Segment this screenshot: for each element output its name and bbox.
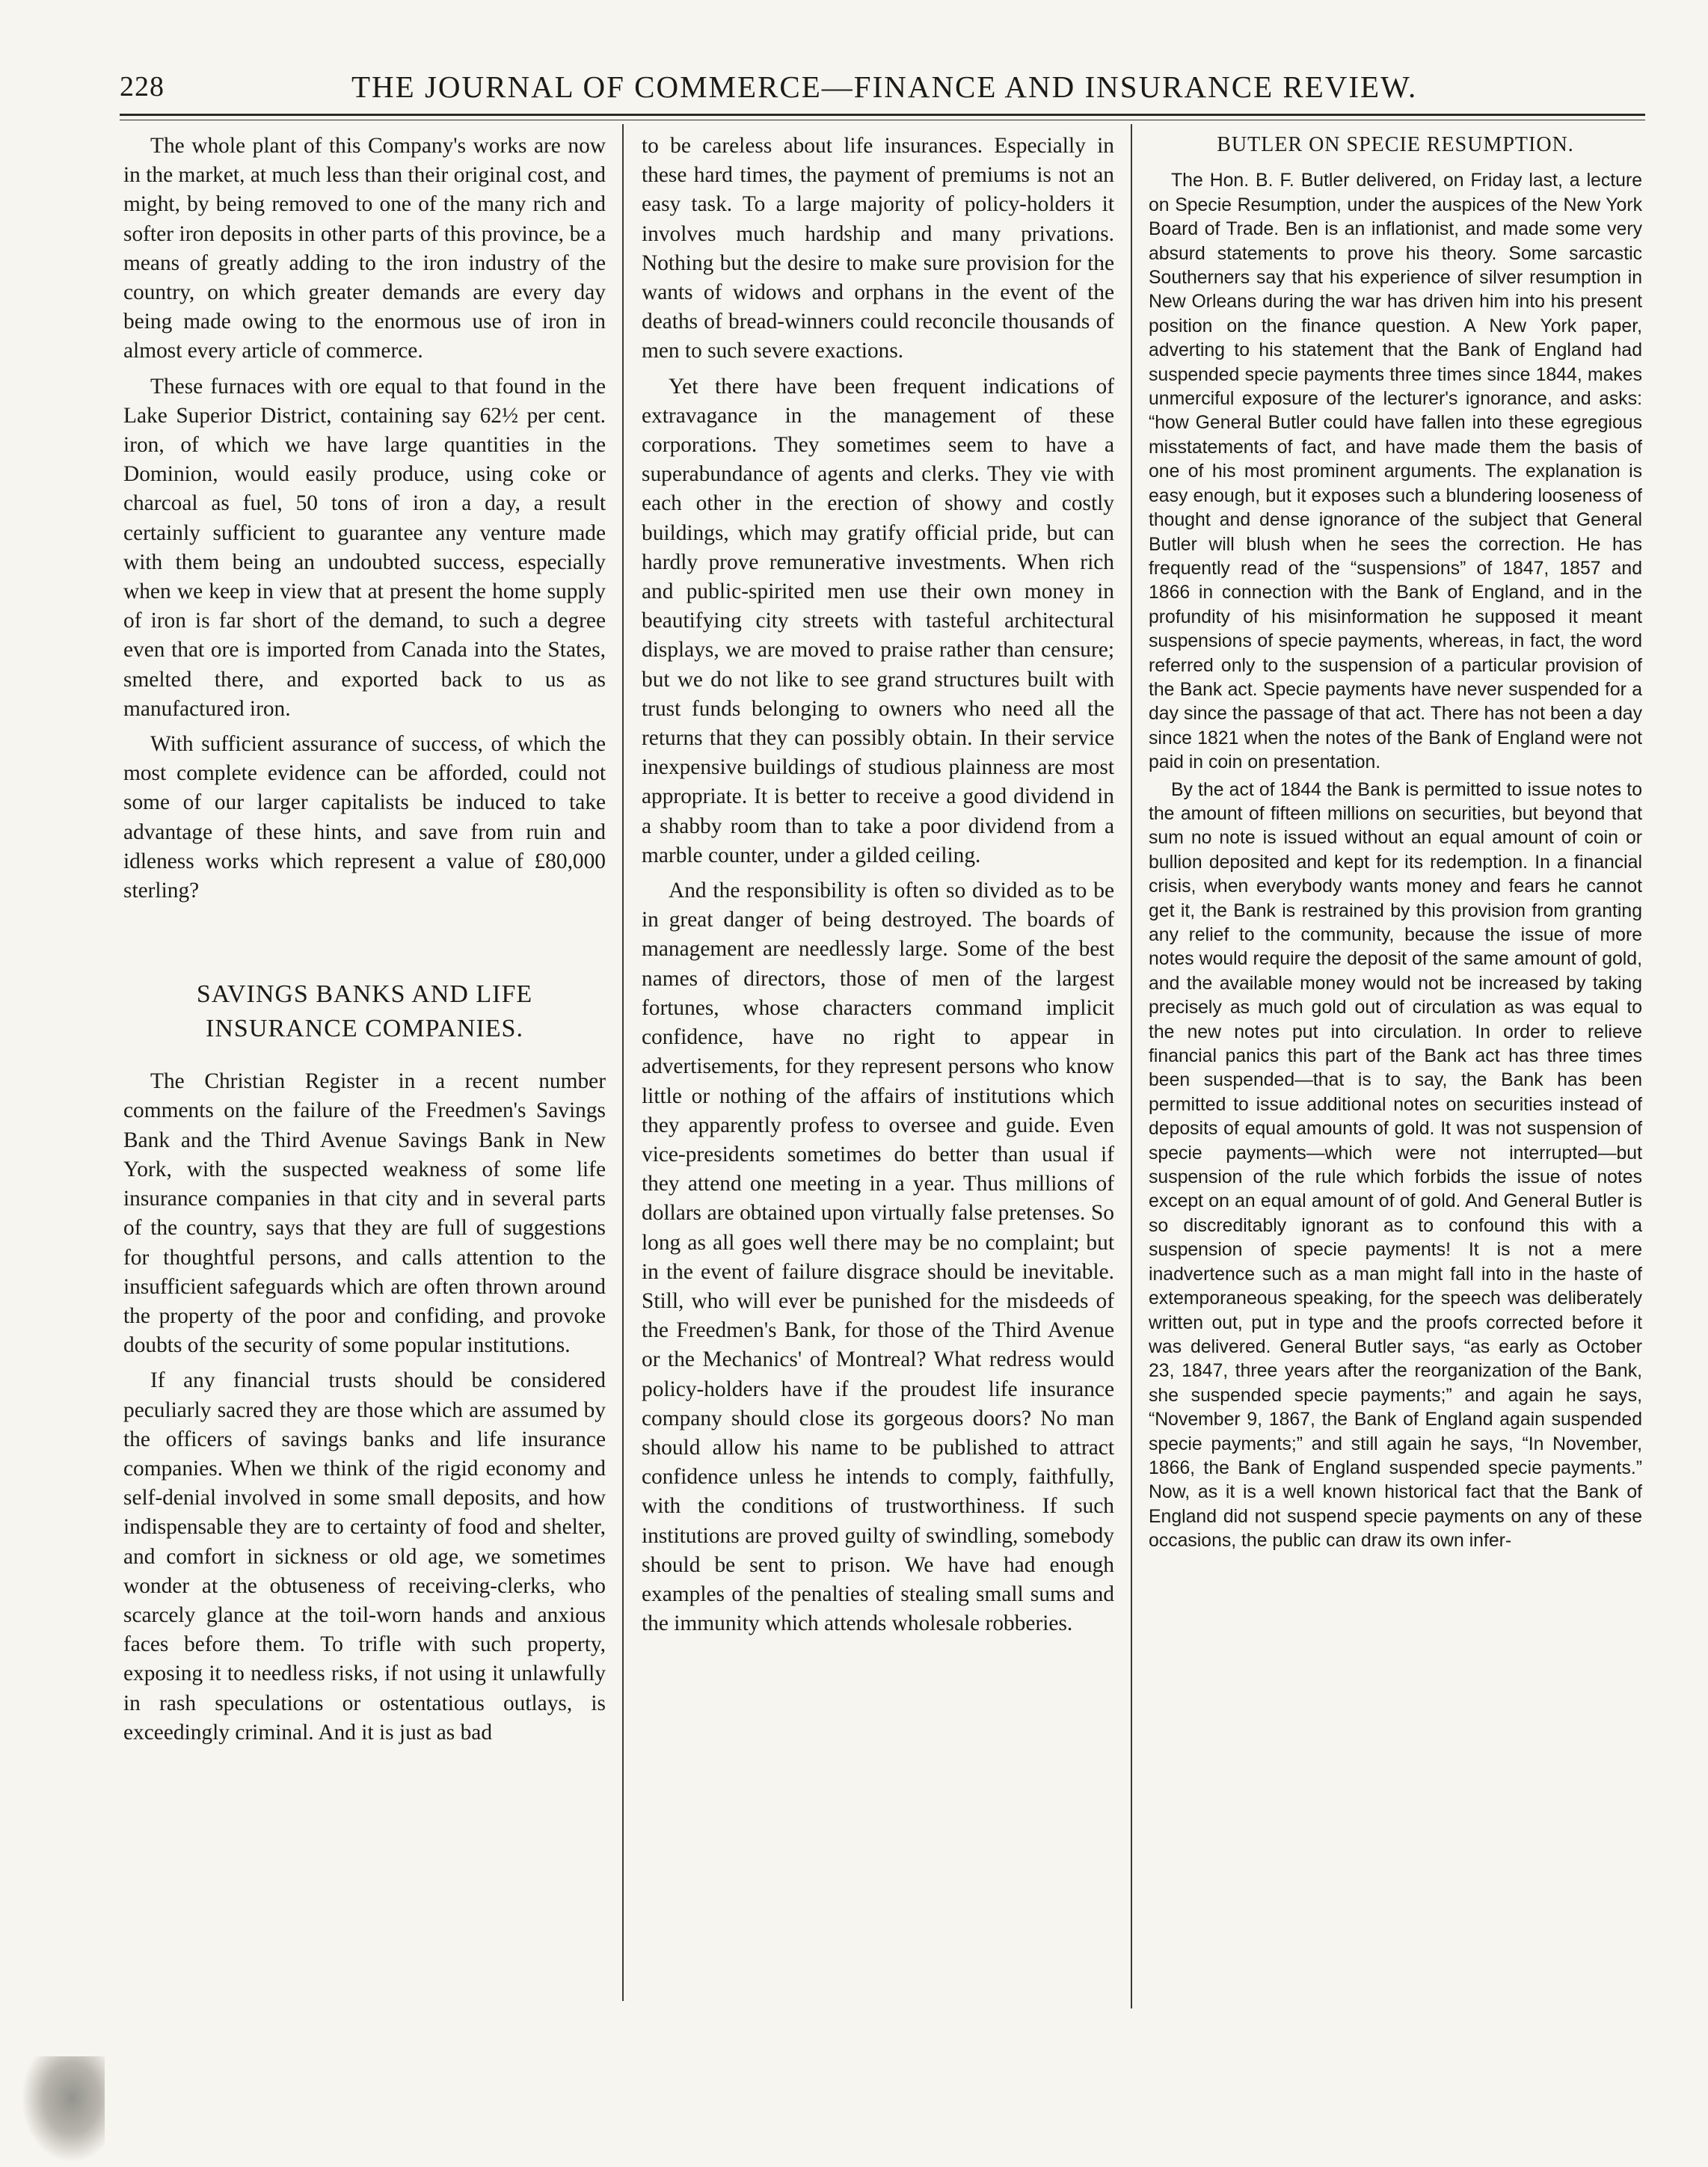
paragraph: Yet there have been frequent indications of extravagance in the management of these corporations. They sometimes seem to have a superabundance of agents and clerks. They vie with each other in the erection of showy and costly buildings, which may gratify official pride, but can hardly prove remunerative investments. When rich and public-spirited men use their own money in beautifying city streets with tasteful architectural displays, we are moved to praise rather than censure; but we do not like to see grand structures built with trust funds belonging to owners who need all the returns that they can possibly obtain. In their service inexpensive buildings of studious plainness are most appropriate. It is better to receive a good dividend in a shabby room than to take a poor dividend from a marble counter, under a gilded ceiling. bbox=[642, 374, 1114, 867]
header-rule bbox=[120, 114, 1645, 116]
paragraph: These furnaces with ore equal to that found in the Lake Superior District, containing say 62½ per cent. iron, of which we have large quantities in the Dominion, would easily produce, using coke or charcoal as fuel, 50 tons of iron a day, a result certainly sufficient to guarantee any venture made with them being an undoubted success, especially when we keep in view that at present the home supply of iron is far short of the demand, to such a degree even that ore is imported from Canada into the States, smelted there, and exported back to us as manufactured iron. bbox=[123, 374, 606, 721]
column-rule-left bbox=[622, 124, 624, 2001]
paragraph: The Hon. B. F. Butler delivered, on Friday last, a lecture on Specie Resumption, under the auspices of the New York Board of Trade. Ben is an inflationist, and made some very absurd statements to prove his theory. Some sarcastic Southerners say that his experience of silver resumption in New Orleans during the war has driven him into his present position on the finance question. A New York paper, adverting to his statement that the Bank of England had suspended specie payments three times since 1844, makes unmerciful exposure of the lecturer's ignorance, and asks: “how General Butler could have fallen into these egregious misstatements of fact, and have made them the basis of one of his most prominent arguments. The explanation is easy enough, but it exposes such a blundering looseness of thought and dense ignorance of the subject that General Butler will blush when he sees the correction. He has frequently read of the “suspensions” of 1847, 1857 and 1866 in connection with the Bank of England, and in the profundity of his misinformation he supposed it meant suspensions of specie payments, whereas, in fact, the word referred only to the suspension of a particular provision of the Bank act. Specie payments have never suspended for a day since the passage of that act. There has not been a day since 1821 when the notes of the Bank of England were not paid in coin on presentation. bbox=[1149, 170, 1642, 773]
paragraph: The Christian Register in a recent number comments on the failure of the Freedmen's Savings Bank and the Third Avenue Savings Bank in New York, with the suspected weakness of some life insurance companies in that city and in several parts of the country, says that they are full of suggestions for thoughtful persons, and calls attention to the insufficient safeguards which are often thrown around the property of the poor and confiding, and provoke doubts of the security of some popular institutions. bbox=[123, 1069, 606, 1358]
page-number: 228 bbox=[120, 71, 165, 102]
page-header bbox=[120, 64, 1645, 109]
paragraph: With sufficient assurance of success, of which the most complete evidence can be afforded, could not some of our larger capitalists be induced to take advantage of these hints, and save from ruin and idleness works which represent a value of £80,000 sterling? bbox=[123, 732, 606, 903]
paragraph: And the responsibility is often so divided as to be in great danger of being destroyed. The boards of management are needlessly large. Some of the best names of directors, those of men of the largest fortunes, whose characters command implicit confidence, have no right to appear in advertisements, for they represent persons who know little or nothing of the affairs of institutions which they apparently profess to oversee and guide. Even vice-presidents sometimes do better than usual if they attend one meeting in a year. Thus millions of dollars are obtained upon virtually false pretenses. So long as all goes well there may be no complaint; but in the event of failure disgrace should be inevitable. Still, who will ever be punished for the misdeeds of the Freedmen's Bank, for those of the Third Avenue or the Mechanics' of Montreal? What redress would policy-holders have if the proudest life insurance company should close its gorgeous doors? No man should allow his name to be published to attract confidence unless he intends to comply, faithfully, with the conditions of trustworthiness. If such institutions are proved guilty of swindling, somebody should be sent to prison. We have had enough examples of the penalties of stealing small sums and the immunity which attends wholesale robberies. bbox=[642, 879, 1114, 1636]
paragraph: If any financial trusts should be considered peculiarly sacred they are those which are assumed by the officers of savings banks and life insurance companies. When we think of the rigid economy and self-denial involved in some small deposits, and how indispensable they are to certainty of food and shelter, and comfort in sickness or old age, we sometimes wonder at the obtuseness of receiving-clerks, who scarcely glance at the toil-worn hands and anxious faces before them. To trifle with such property, exposing it to needless risks, if not using it unlawfully in rash speculations or ostentatious outlays, is exceedingly criminal. And it is just as bad bbox=[123, 1368, 606, 1745]
column-right bbox=[1149, 132, 1642, 2001]
section-heading-butler: BUTLER ON SPECIE RESUMPTION. bbox=[1217, 133, 1574, 156]
column-rule-right bbox=[1131, 124, 1132, 2008]
page-stain bbox=[22, 2056, 105, 2161]
paragraph: to be careless about life insurances. Especially in these hard times, the payment of premiums is not an easy task. To a large majority of policy-holders it involves much hardship and many privations. Nothing but the desire to make sure provision for the wants of widows and orphans in the event of the deaths of bread-winners could reconcile thousands of men to such severe exactions. bbox=[642, 134, 1114, 363]
paragraph: The whole plant of this Company's works are now in the market, at much less than their original cost, and might, by being removed to one of the many rich and softer iron deposits in other parts of this province, be a means of greatly adding to the iron industry of the country, on which greater demands are every day being made owing to the enormous use of iron in almost every article of commerce. bbox=[123, 134, 606, 363]
column-middle bbox=[642, 132, 1114, 2001]
running-title: THE JOURNAL OF COMMERCE—FINANCE AND INSURANCE REVIEW. bbox=[351, 70, 1418, 104]
section-heading-savings-banks: SAVINGS BANKS AND LIFE INSURANCE COMPANIES. bbox=[196, 980, 533, 1043]
paragraph: By the act of 1844 the Bank is permitted to issue notes to the amount of fifteen millions on securities, but beyond that sum no note is issued without an equal amount of coin or bullion deposited and kept for its redemption. In a financial crisis, when everybody wants money and fears he cannot get it, the Bank is restrained by this provision from granting any relief to the community, because the issue of more notes would require the deposit of the same amount of gold, and the available money would not be increased by taking precisely as much gold out of circulation as was equal to the new notes put into circulation. In order to relieve financial panics this part of the Bank act has three times been suspended—that is to say, the Bank has been permitted to issue additional notes on securities instead of deposits of equal amounts of gold. It was not suspension of specie payments—which were not interrupted—but suspension of the rule which forbids the issue of notes except on an equal amount of of gold. And General Butler is so discreditably ignorant as to confound this with a suspension of specie payments! It is not a mere inadvertence such as a man might fall into in the haste of extemporaneous speaking, for the speech was deliberately written out, put in type and the proofs corrected before it was delivered. General Butler says, “as early as October 23, 1847, three years after the reorganization of the Bank, she suspended specie payments;” and again he says, “November 9, 1867, the Bank of England again suspended specie payments;” and still again he says, “In November, 1866, the Bank of England suspended specie payments.” Now, as it is a well known historical fact that the Bank of England did not suspend specie payments on any of these occasions, the public can draw its own infer- bbox=[1149, 779, 1642, 1552]
column-left bbox=[123, 132, 606, 2001]
